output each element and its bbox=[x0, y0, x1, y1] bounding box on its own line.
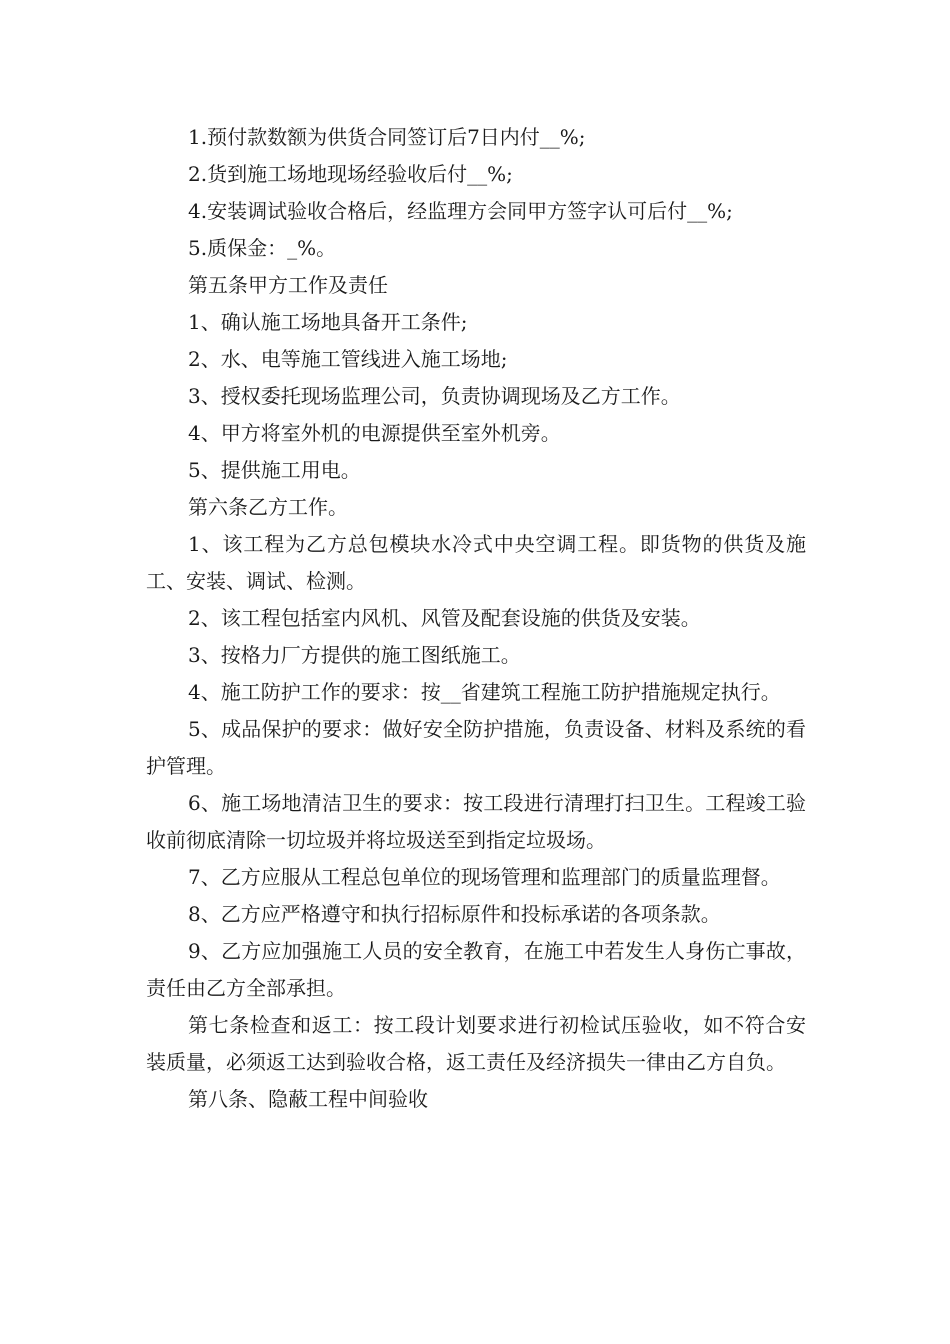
document-body bbox=[146, 119, 806, 1118]
paragraph-warranty-deposit: 5.质保金：_%。 bbox=[188, 236, 337, 260]
paragraph-prepayment: 1.预付款数额为供货合同签订后7日内付__%; bbox=[188, 125, 586, 149]
paragraph-article-6-item-7: 7、乙方应服从工程总包单位的现场管理和监理部门的质量监理督。 bbox=[188, 865, 781, 889]
paragraph-article-6-item-1: 1、该工程为乙方总包模块水冷式中央空调工程。即货物的供货及施工、安装、调试、检测。 bbox=[146, 532, 806, 593]
paragraph-article-7: 第七条检查和返工：按工段计划要求进行初检试压验收，如不符合安装质量，必须返工达到验收合格，返工责任及经济损失一律由乙方自负。 bbox=[146, 1013, 806, 1074]
paragraph-article-5-item-2: 2、水、电等施工管线进入施工场地; bbox=[188, 347, 508, 371]
paragraph-article-6-item-9: 9、乙方应加强施工人员的安全教育，在施工中若发生人身伤亡事故，责任由乙方全部承担。 bbox=[146, 939, 806, 1000]
paragraph-article-5-item-1: 1、确认施工场地具备开工条件; bbox=[188, 310, 468, 334]
paragraph-article-5-item-4: 4、甲方将室外机的电源提供至室外机旁。 bbox=[188, 421, 561, 445]
paragraph-article-6-item-4: 4、施工防护工作的要求：按__省建筑工程施工防护措施规定执行。 bbox=[188, 680, 781, 704]
section-heading-article-8: 第八条、隐蔽工程中间验收 bbox=[188, 1087, 428, 1111]
section-heading-article-6: 第六条乙方工作。 bbox=[188, 495, 348, 519]
paragraph-article-5-item-5: 5、提供施工用电。 bbox=[188, 458, 361, 482]
paragraph-article-6-item-3: 3、按格力厂方提供的施工图纸施工。 bbox=[188, 643, 521, 667]
paragraph-article-6-item-6: 6、施工场地清洁卫生的要求：按工段进行清理打扫卫生。工程竣工验收前彻底清除一切垃圾并将垃圾送至到指定垃圾场。 bbox=[146, 791, 806, 852]
paragraph-article-6-item-2: 2、该工程包括室内风机、风管及配套设施的供货及安装。 bbox=[188, 606, 701, 630]
paragraph-article-5-item-3: 3、授权委托现场监理公司，负责协调现场及乙方工作。 bbox=[188, 384, 681, 408]
section-heading-article-5: 第五条甲方工作及责任 bbox=[188, 273, 388, 297]
paragraph-article-6-item-5: 5、成品保护的要求：做好安全防护措施，负责设备、材料及系统的看护管理。 bbox=[146, 717, 806, 778]
paragraph-installation-payment: 4.安装调试验收合格后，经监理方会同甲方签字认可后付__%; bbox=[188, 199, 733, 223]
paragraph-delivery-payment: 2.货到施工场地现场经验收后付__%; bbox=[188, 162, 513, 186]
paragraph-article-6-item-8: 8、乙方应严格遵守和执行招标原件和投标承诺的各项条款。 bbox=[188, 902, 721, 926]
